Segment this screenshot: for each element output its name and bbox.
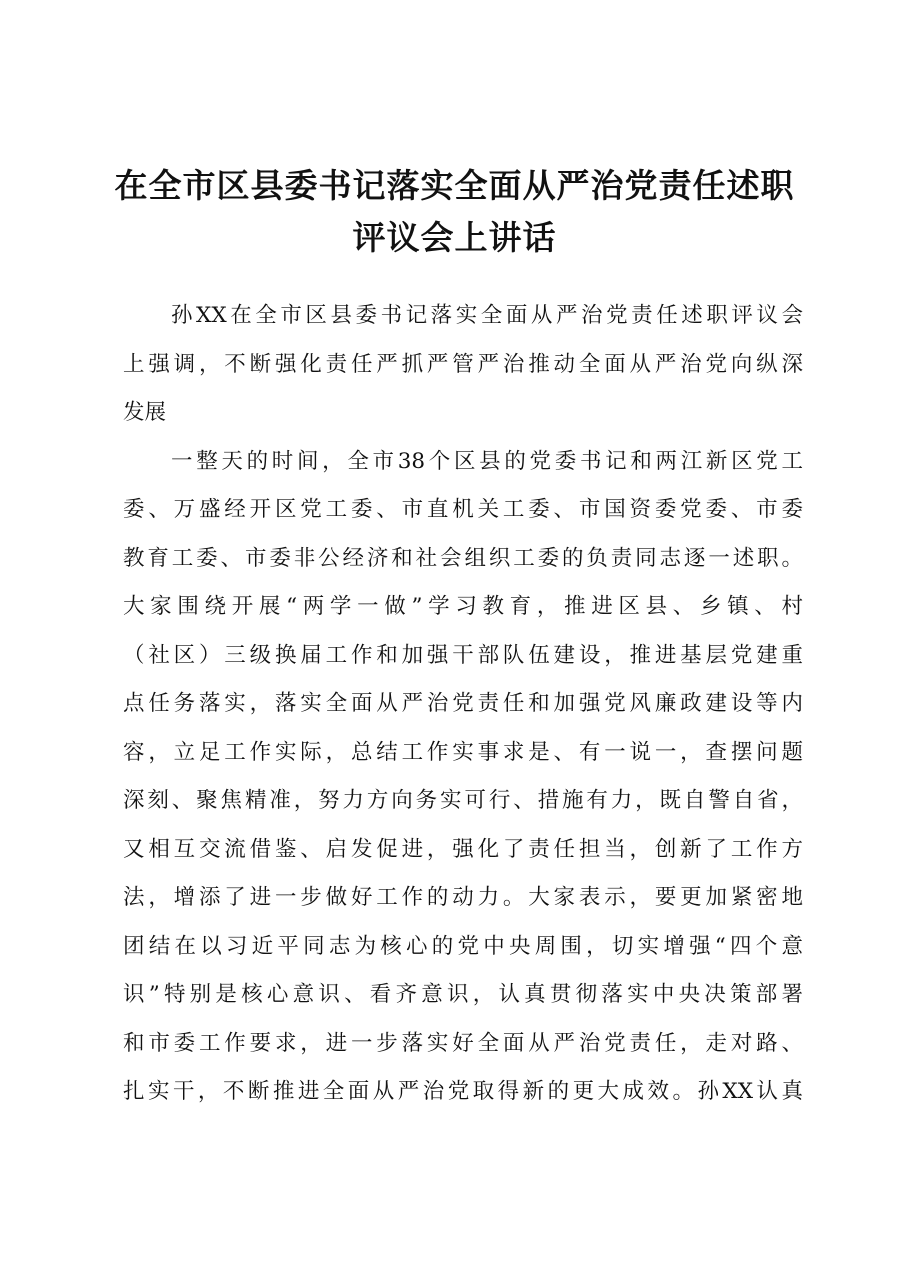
paragraph-line: 团结在以习近平同志为核心的党中央周围，切实增强“四个意 <box>123 933 803 959</box>
paragraph-line: 发展 <box>123 400 167 425</box>
paragraph-line: 又相互交流借鉴、启发促进，强化了责任担当，创新了工作方 <box>123 836 803 862</box>
paragraph-line: 上强调，不断强化责任严抓严管严治推动全面从严治党向纵深 <box>123 351 803 377</box>
paragraph-line: 和市委工作要求，进一步落实好全面从严治党责任，走对路、 <box>123 1030 803 1056</box>
paragraph-line: 扎实干，不断推进全面从严治党取得新的更大成效。孙XX认真 <box>123 1079 803 1104</box>
title-line-1: 在全市区县委书记落实全面从严治党责任述职 <box>114 166 795 205</box>
title-line-2: 评议会上讲话 <box>352 218 557 257</box>
paragraph-line: 点任务落实，落实全面从严治党责任和加强党风廉政建设等内 <box>123 691 803 716</box>
paragraph-line: 一整天的时间，全市38个区县的党委书记和两江新区党工 <box>171 448 803 474</box>
paragraph-line: 法，增添了进一步做好工作的动力。大家表示，要更加紧密地 <box>123 885 803 910</box>
document-title <box>100 160 809 264</box>
paragraph-line: 深刻、聚焦精准，努力方向务实可行、措施有力，既自警自省， <box>123 788 803 813</box>
paragraph-2 <box>123 438 803 1117</box>
document-body <box>123 292 803 1117</box>
paragraph-line: 大家围绕开展“两学一做”学习教育，推进区县、乡镇、村 <box>123 594 803 619</box>
paragraph-1 <box>123 292 803 438</box>
paragraph-line: 委、万盛经开区党工委、市直机关工委、市国资委党委、市委 <box>123 497 803 522</box>
paragraph-line: （社区）三级换届工作和加强干部队伍建设，推进基层党建重 <box>123 642 803 668</box>
paragraph-line: 孙XX在全市区县委书记落实全面从严治党责任述职评议会 <box>171 303 803 328</box>
paragraph-line: 容，立足工作实际，总结工作实事求是、有一说一，查摆问题 <box>123 739 803 765</box>
paragraph-line: 识”特别是核心意识、看齐意识，认真贯彻落实中央决策部署 <box>123 982 803 1007</box>
paragraph-line: 教育工委、市委非公经济和社会组织工委的负责同志逐一述职。 <box>123 545 803 571</box>
